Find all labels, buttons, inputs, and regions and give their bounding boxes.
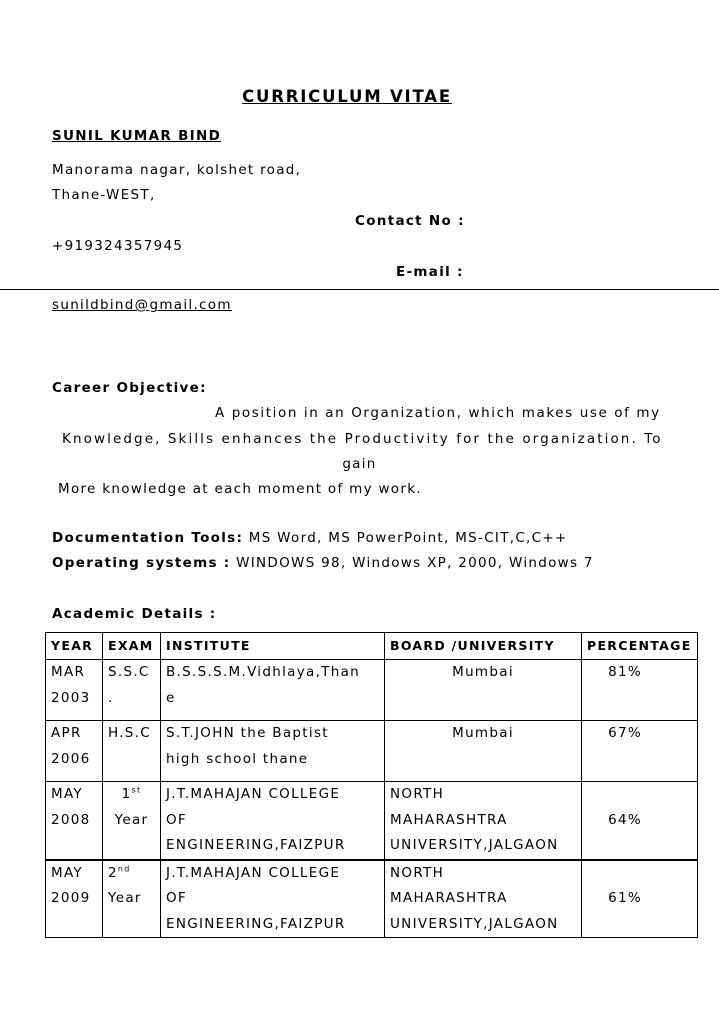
column-header-exam: EXAM	[103, 633, 161, 660]
year-month: MAR	[51, 664, 86, 680]
year-cell	[46, 782, 103, 860]
phone-number: +919324357945	[52, 238, 184, 254]
institute-line: OF	[166, 890, 187, 906]
board-line: NORTH	[390, 864, 445, 881]
year-value: 2009	[51, 890, 91, 906]
year-value: 2008	[51, 811, 91, 828]
documentation-tools-value: MS Word, MS PowerPoint, MS-CIT,C,C++	[243, 530, 568, 546]
exam-year-label: Year	[114, 811, 149, 828]
year-month: APR	[51, 725, 82, 741]
career-objective-line-1: A position in an Organization, which makes use of my	[215, 405, 661, 421]
operating-systems-value: WINDOWS 98, Windows XP, 2000, Windows 7	[230, 555, 594, 571]
candidate-name: SUNIL KUMAR BIND	[52, 128, 222, 144]
institute-line: OF	[166, 811, 187, 828]
column-header-year: YEAR	[46, 633, 103, 660]
year-value: 2006	[51, 750, 91, 767]
document-title: CURRICULUM VITAE	[242, 87, 452, 106]
board-cell	[385, 860, 582, 938]
documentation-tools-label: Documentation Tools:	[52, 530, 244, 546]
career-objective-line-3: gain	[342, 456, 377, 472]
institute-cell	[161, 660, 385, 721]
exam-number: 2	[108, 864, 118, 881]
board-line: MAHARASHTRA	[390, 890, 508, 906]
academic-details-heading: Academic Details :	[52, 606, 217, 622]
career-objective-line-4: More knowledge at each moment of my work.	[58, 481, 422, 497]
institute-line: S.T.JOHN the Baptist	[166, 725, 329, 741]
exam-name-cont: .	[108, 689, 114, 706]
year-cell	[46, 860, 103, 938]
board-line: Mumbai	[452, 664, 514, 680]
board-line: UNIVERSITY,JALGAON	[390, 837, 559, 853]
percentage-cell: 61%	[582, 860, 698, 938]
academic-table	[45, 632, 698, 938]
exam-ordinal	[108, 861, 160, 887]
exam-ordinal	[103, 782, 160, 808]
operating-systems-label: Operating systems :	[52, 555, 231, 571]
exam-cell	[103, 660, 161, 721]
institute-line: J.T.MAHAJAN COLLEGE	[166, 786, 341, 802]
board-line: NORTH	[390, 786, 445, 802]
address-line-2: Thane-WEST,	[52, 187, 156, 203]
career-objective-line-2: Knowledge, Skills enhances the Productivity for the organization. To	[62, 431, 663, 447]
documentation-tools	[52, 530, 568, 546]
year-cell	[46, 660, 103, 721]
exam-name: S.S.C	[108, 664, 150, 680]
operating-systems	[52, 555, 594, 571]
board-line: UNIVERSITY,JALGAON	[390, 915, 559, 932]
institute-line: high school thane	[166, 750, 309, 767]
institute-line: e	[166, 689, 176, 706]
exam-cell	[103, 721, 161, 782]
column-header-board: BOARD /UNIVERSITY	[385, 633, 582, 660]
institute-cell	[161, 721, 385, 782]
exam-ordinal-suffix: st	[131, 785, 142, 795]
email-address: sunildbind@gmail.com	[52, 297, 232, 313]
institute-cell	[161, 782, 385, 860]
column-header-institute: INSTITUTE	[161, 633, 385, 660]
year-month: MAY	[51, 864, 83, 881]
percentage-cell: 81%	[582, 660, 698, 721]
address-line-1: Manorama nagar, kolshet road,	[52, 162, 302, 178]
institute-line: ENGINEERING,FAIZPUR	[166, 837, 346, 853]
exam-cell	[103, 782, 161, 860]
email-label: E-mail :	[396, 264, 464, 280]
board-line: MAHARASHTRA	[390, 811, 508, 828]
board-cell	[385, 660, 582, 721]
horizontal-rule	[0, 289, 719, 290]
table-header-row	[46, 633, 698, 660]
table-row	[46, 660, 698, 721]
table-row	[46, 721, 698, 782]
table-row	[46, 782, 698, 860]
percentage-cell: 64%	[582, 782, 698, 860]
year-month: MAY	[51, 786, 83, 802]
year-cell	[46, 721, 103, 782]
institute-line: ENGINEERING,FAIZPUR	[166, 915, 346, 932]
exam-cell	[103, 860, 161, 938]
exam-ordinal-suffix: nd	[117, 864, 131, 873]
career-objective-heading: Career Objective:	[52, 380, 207, 396]
year-value: 2003	[51, 689, 91, 706]
board-line: Mumbai	[452, 725, 514, 741]
exam-year-label: Year	[108, 890, 142, 906]
column-header-percentage: PERCENTAGE	[582, 633, 698, 660]
contact-label: Contact No :	[355, 213, 465, 229]
institute-cell	[161, 860, 385, 938]
institute-line: B.S.S.S.M.Vidhlaya,Than	[166, 664, 360, 680]
exam-number: 1	[121, 786, 132, 802]
board-cell	[385, 721, 582, 782]
percentage-cell: 67%	[582, 721, 698, 782]
table-row	[46, 860, 698, 938]
exam-name: H.S.C	[108, 725, 151, 741]
board-cell	[385, 782, 582, 860]
institute-line: J.T.MAHAJAN COLLEGE	[166, 864, 341, 881]
